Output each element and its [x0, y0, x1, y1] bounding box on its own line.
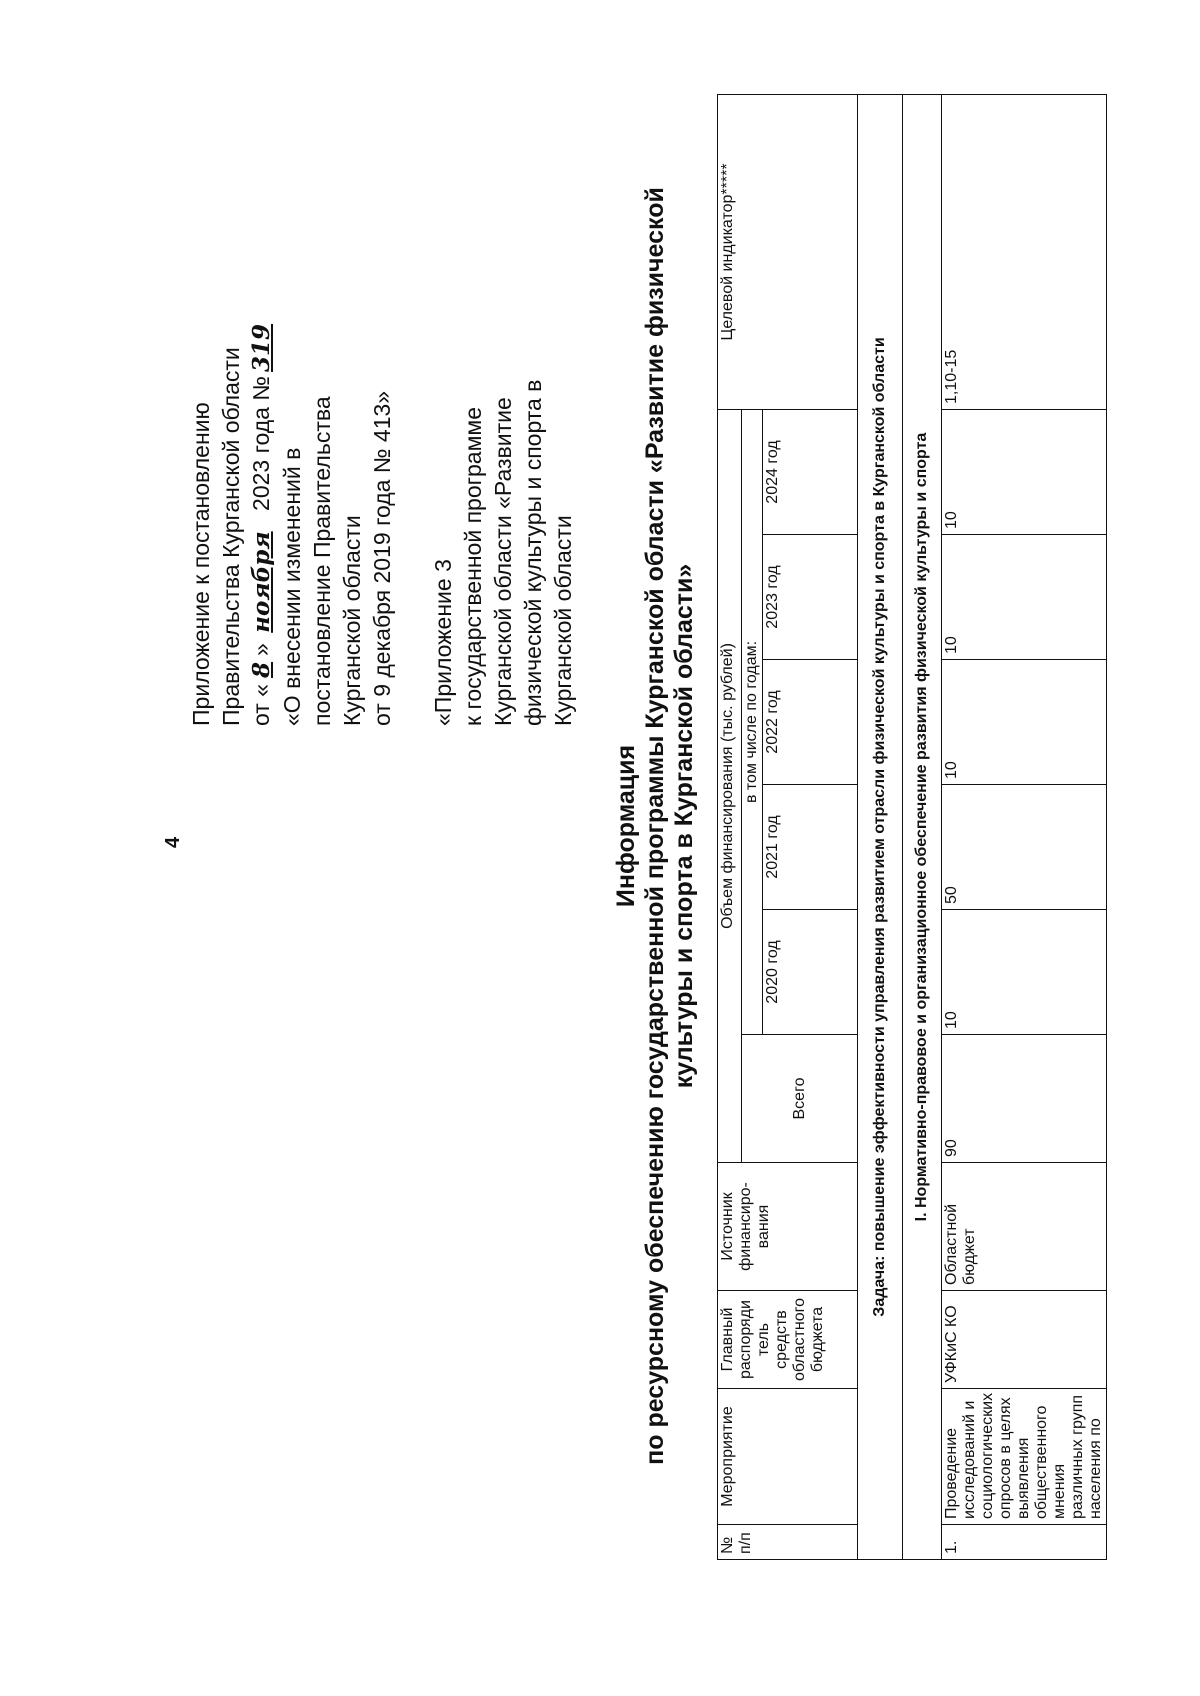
- appendix1-line7: от 9 декабря 2019 года № 413»: [369, 390, 395, 726]
- page-number: 4: [162, 836, 184, 848]
- appendix2-line5: Курганской области: [550, 515, 576, 726]
- row-total: 90: [942, 1035, 1107, 1163]
- title-line3: культуры и спорта в Курганской области»: [670, 563, 698, 1089]
- header-year-2024: 2024 год: [763, 409, 858, 534]
- title-line1: Информация: [612, 744, 640, 908]
- appendix1-line1: Приложение к постановлению: [188, 402, 214, 726]
- header-year-2022: 2022 год: [763, 660, 858, 785]
- document-title: [612, 126, 699, 1526]
- appendix1-line6: Курганской области: [339, 515, 365, 726]
- funding-table: [717, 94, 1107, 1560]
- row-source: Областной бюджет: [942, 1163, 1107, 1291]
- handwritten-number: 319: [248, 323, 275, 372]
- appendix-resolution-note: [186, 6, 397, 726]
- appendix2-line3: Курганской области «Развитие: [490, 397, 516, 726]
- header-source: Источник финансиро- вания: [718, 1163, 858, 1291]
- row-2024: 10: [942, 409, 1107, 534]
- handwritten-month: ноября: [248, 531, 275, 633]
- date-year: 2023 года №: [248, 375, 274, 511]
- row-manager: УФКиС КО: [942, 1291, 1107, 1389]
- appendix-program-note: [428, 6, 578, 726]
- header-event: Мероприятие: [718, 1389, 858, 1525]
- row-2023: 10: [942, 535, 1107, 660]
- row-2020: 10: [942, 910, 1107, 1035]
- header-by-years: в том числе по годам:: [742, 409, 763, 1034]
- header-year-2021: 2021 год: [763, 785, 858, 910]
- row-event: Проведение исследований и социологических опросов в целях выявления общественного мнения различных групп населения по: [942, 1389, 1107, 1525]
- appendix1-line4: «О внесении изменений в: [279, 447, 305, 726]
- task-row: Задача: повышение эффективности управления развитием отрасли физической культуры и спорта в Курганской области: [858, 94, 903, 1559]
- appendix1-line3: [246, 6, 277, 726]
- header-year-2020: 2020 год: [763, 910, 858, 1035]
- header-num: № п/п: [718, 1525, 858, 1560]
- row-num: 1.: [942, 1525, 1107, 1560]
- title-line2: по ресурсному обеспечению государственной программы Курганской области «Развитие физической: [641, 187, 669, 1465]
- header-total: Всего: [742, 1035, 858, 1163]
- handwritten-day: 8: [248, 661, 275, 678]
- row-2021: 50: [942, 785, 1107, 910]
- section-row: I. Нормативно-правовое и организационное обеспечение развития физической культуры и спорта: [903, 94, 942, 1559]
- appendix2-line4: физической культуры и спорта в: [520, 379, 546, 726]
- header-year-2023: 2023 год: [763, 535, 858, 660]
- row-indicator: 1,10-15: [942, 94, 1107, 409]
- appendix2-line1: «Приложение 3: [430, 559, 456, 726]
- header-volume: Объем финансирования (тыс. рублей): [718, 409, 742, 1162]
- date-mid: »: [248, 643, 274, 656]
- header-indicator: Целевой индикатор*****: [718, 94, 858, 409]
- row-2022: 10: [942, 660, 1107, 785]
- header-manager: Главный распоряди тель средств областного бюджета: [718, 1291, 858, 1389]
- appendix1-line2: Правительства Курганской области: [218, 347, 244, 726]
- appendix2-line2: к государственной программе: [460, 406, 486, 726]
- appendix1-line5: постановление Правительства: [309, 396, 335, 726]
- table-row: [942, 94, 1107, 1559]
- date-prefix: от «: [248, 683, 274, 726]
